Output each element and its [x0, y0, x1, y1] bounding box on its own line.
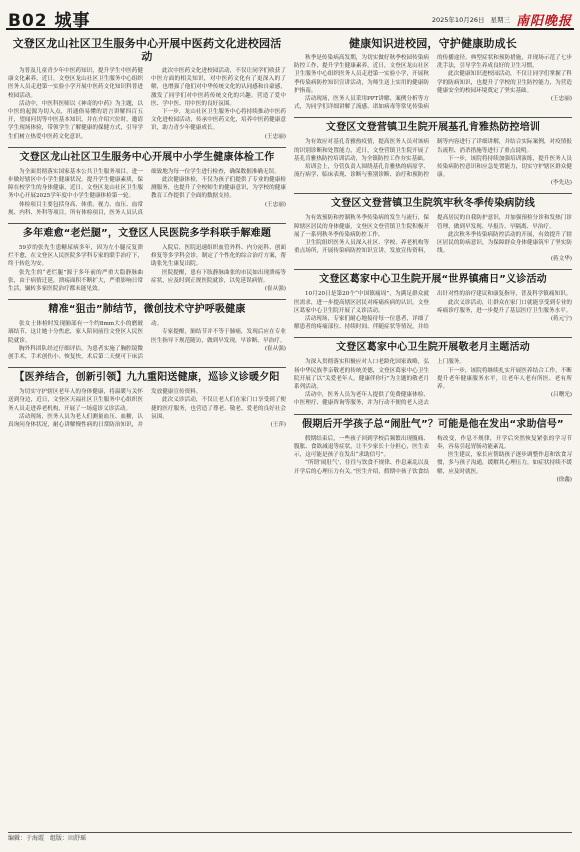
article-paragraph: 此次义诊活动，不仅让老人们在家门口享受到了便捷的医疗服务，也营造了尊老、敬老、爱老的良好社会氛围。 [151, 397, 286, 420]
article-paragraph: 体检项目主要包括身高、体重、视力、血压、血常规、内科、外科等项目，所有体检项目，医务人员认真细致地为每一位学生进行检查，确保数据准确无误。 [8, 168, 280, 216]
article-divider [294, 414, 572, 415]
article-body [294, 435, 572, 484]
article-paragraph: 医院提醒，患有下肢静脉曲张的市民如出现溃疡等症状，应及时到正规医院就诊，以免延误病情。 [151, 269, 286, 284]
article-body [294, 290, 572, 331]
article [8, 223, 286, 293]
left-column [8, 34, 286, 828]
article-body [8, 168, 286, 217]
article-byline: (徐鑫) [556, 476, 572, 483]
section-title [8, 6, 91, 31]
article-paragraph: 入院后，医院迅速组织血管外科、内分泌科、创面修复等多学科会诊，制定了个性化的综合治疗方案，帮助张先生康复出院。 [151, 245, 286, 268]
newspaper-logo: 南阳晚报 [515, 14, 572, 29]
article-paragraph: 胸外科团队经过仔细评估，为患者实施了胸腔镜微创手术，手术创伤小、恢复快，术后第二天便可下床活动。 [8, 321, 163, 361]
article [294, 414, 572, 484]
article-paragraph: 59岁的张先生患糖尿病多年，因为左小腿反复溃烂不愈，在文登区人民医院多学科专家的联手治疗下，终于转危为安。 [8, 245, 143, 268]
article [8, 299, 286, 361]
masthead-meta [432, 10, 572, 29]
section-code: B02 [8, 11, 48, 31]
article [294, 337, 572, 407]
article-paragraph: 为全面贯彻落实国家基本公共卫生服务项目，进一步做好辖区中小学生健康状况，提升学生健康素质，保障在校学生的身体健康，近日，文登区龙山社区卫生服务中心开展2025学年度中小学生健康体检第一轮。 [8, 168, 143, 200]
article-divider [8, 367, 286, 368]
article-paragraph: 下一步，该院将继续扎实开展医养结合工作，不断提升老年健康服务水平，让老年人老有所医、老有所养。 [437, 367, 572, 391]
article-paragraph: 为普及儿童青少年中医药知识，提升学生中医药健康文化素养，近日，文登区龙山社区卫生服务中心组织医务人员走进第一实验小学开展中医药文化知识科普进校园活动。 [8, 68, 143, 99]
article-body [8, 320, 286, 361]
article-paragraph: 活动现场，专家们耐心地接待每一位患者，详细了解患者的疼痛部位、持续时间、伴随症状等情况，并给出针对性的治疗建议和康复指导，普及科学镇痛知识。 [294, 291, 572, 331]
article-divider [294, 193, 572, 194]
article-paragraph: 此次健康知识进校园活动，不仅让同学们掌握了科学的防病知识，也提升了学校的卫生防控能力，为营造健康安全的校园环境奠定了坚实基础。 [437, 71, 572, 94]
article [294, 117, 572, 187]
article-body [294, 214, 572, 263]
article-body [294, 358, 572, 407]
section-name: 城事 [54, 11, 91, 31]
article-headline: 健康知识进校园，守护健康助成长 [349, 37, 517, 50]
article-paragraph: 此次健康体检，不仅为孩子们提供了专业的健康检测服务，也提升了全校师生的健康意识，为学校的健康教育工作提供了全面的数据支持。 [151, 177, 286, 200]
article-paragraph: 活动现场，医务人员采用PPT讲解、案例分析等方式，为同学们详细讲解了流感、诺如病毒等常见传染病的传播途径、典型症状和预防措施，并现场示范了七步洗手法，引导学生养成良好的卫生习惯。 [294, 55, 572, 111]
article-byline: (崔从强) [264, 286, 286, 293]
article-divider [294, 117, 572, 118]
article-divider [8, 299, 286, 300]
article-paragraph: 医生建议，家长应帮助孩子逐步调整作息和饮食习惯，多与孩子沟通，缓解其心理压力，如症状持续不缓解，应及时就医。 [437, 452, 572, 475]
article-paragraph: 为切实守护辖区老年人的身体健康，将温暖与关怀送到身边，近日，文登区天福社区卫生服务中心组织医务人员走进养老机构，开展了一场巡诊义诊活动。 [8, 389, 143, 412]
article-headline: 文登区文登营镇卫生院筑牢秋冬季传染病防线 [331, 198, 535, 210]
article-divider [8, 147, 286, 148]
article-divider [294, 337, 572, 338]
article-byline: (吕曙光) [550, 392, 572, 399]
article-headline: 【医养结合，创新引领】九九重阳送健康，巡诊义诊暖夕阳 [14, 372, 280, 384]
article-body [8, 67, 286, 141]
article [294, 37, 572, 111]
article [294, 193, 572, 263]
article-paragraph: 假期结束后，一些孩子回到学校后频繁出现腹痛、腹胀、食欲减退等症状，让不少家长十分担心，医生表示，这可能是孩子在发出“求助信号”。 [294, 435, 429, 459]
article [8, 147, 286, 217]
article-byline: (王萍) [270, 422, 286, 429]
article-body [8, 388, 286, 429]
masthead [6, 4, 574, 30]
article-paragraph: 为深入贯彻落实积极应对人口老龄化国家战略，弘扬中华民族孝亲敬老的传统美德，文登区葛家中心卫生院开展了以“关爱老年人，健康伴你行”为主题的敬老月系列活动。 [294, 359, 429, 391]
article-paragraph: 活动中，医务人员为老年人提供了免费健康体检、中医理疗、健康咨询等服务，并为行动不便的老人送去上门服务。 [294, 359, 465, 407]
article-byline: (李先达) [550, 180, 572, 187]
article-headline: 文登区葛家中心卫生院开展敬老月主题活动 [336, 342, 530, 354]
article-body [8, 244, 286, 293]
article-paragraph: 卫生院组织医务人员深入社区、学校、养老机构等重点场所，开展传染病防控知识宣讲，发放宣传资料，提高居民的自我防护意识，并加强预检分诊和发热门诊管理，做到早发现、早报告、早隔离、早治疗。 [294, 215, 572, 255]
editor-credits: 编辑：于海霞 组版：田舒瑶 [8, 835, 87, 842]
article [294, 269, 572, 331]
article-divider [8, 223, 286, 224]
article-paragraph: 活动中，中医科医师以《神奇的中药》为主题，以中医的起源为切入点，用通俗易懂的语言讲解四百五开，望闻问切等中医基本知识，并在介绍穴位时，邀请学生现场体验，带领学生了解健康的保健方式，引导学生们树立热爱中医药文化意识。 [8, 100, 143, 140]
article-paragraph: 下一步，该院将持续加强培训演练，提升医务人员传染病防控意识和应急处置能力，切实守护辖区群众健康。 [437, 155, 572, 179]
article-headline: 精准“狙击”肺结节，微创技术守护呼吸健康 [48, 304, 246, 316]
article-paragraph: 培训会上，分管负责人围绕基孔肯雅热的病原学、流行病学、临床表现、诊断与鉴别诊断、治疗和预防控制等内容进行了详细讲解，并结合实际案例，对疫情报告流程、消杀措施等进行了重点说明。 [294, 139, 572, 179]
article-byline: (王忠丽) [264, 201, 286, 208]
article-headline: 文登区文登营镇卫生院开展基孔肯雅热防控培训 [325, 122, 541, 134]
article-paragraph: 活动现场，医务人员为老人们测量血压、血糖，认真询问身体状况，耐心讲解慢性病的日常防治知识，并发放健康宣传资料。 [8, 389, 202, 429]
article-paragraph: 此次义诊活动，让群众在家门口就能享受到专业的疼痛诊疗服务，进一步提升了基层医疗卫生服务水平。 [437, 299, 572, 314]
article-paragraph: 下一步，龙山社区卫生服务中心将持续推动中医药文化进校园活动，传承中医药文化，培养中医药健康意识，助力青少年健康成长。 [151, 109, 286, 132]
article [8, 37, 286, 141]
article-paragraph: 秋季是传染病高发期，为切实做好秋季校园传染病防控工作，提升学生健康素养，近日，文登区龙山社区卫生服务中心组织医务人员走进第一实验小学，开展秋季传染病防控知识宣讲活动，为师生送上实用的健康防护指南。 [294, 55, 429, 94]
article-byline: (王忠丽) [264, 133, 286, 140]
article-paragraph: 张先生的“老烂腿”源于多年前的严重大隐静脉曲张，由于病情迁延，溃疡面积不断扩大，严重影响日常生活，辗转多家医院治疗都未能见效。 [8, 269, 143, 293]
article-byline: (崔从强) [264, 345, 286, 352]
article-divider [294, 269, 572, 270]
article-byline: (王忠丽) [550, 96, 572, 103]
article-paragraph: 为有效预防和控制秋冬季传染病的发生与流行，保障辖区居民的身体健康，文登区文登营镇卫生院积极开展了一系列秋冬季传染病防控工作。 [294, 215, 429, 238]
article-headline: 文登区龙山社区卫生服务中心开展中医药文化进校园活动 [12, 37, 282, 63]
article-paragraph: 10月20日是第20个“中国镇痛周”，为满足群众就医需求，进一步提高辖区居民对疼痛疾病的认识，文登区葛家中心卫生院开展了义诊活动。 [294, 291, 429, 314]
issue-date: 2025年10月26日 [431, 16, 485, 24]
page-footer [8, 832, 572, 846]
article-paragraph: 张女士体检时发现肺部有一个约8mm大小的磨玻璃结节，这让她十分焦虑，家人陪同前往文登区人民医院就诊。 [8, 321, 143, 344]
article-paragraph: 为有效应对基孔肯雅热疫情，提高医务人员对该病的识别诊断和处置能力，近日，文登营镇卫生院开展了基孔肯雅热防控培训活动，为全镇防控工作夯实基础。 [294, 139, 429, 162]
article-headline: 文登区龙山社区卫生服务中心开展中小学生健康体检工作 [19, 151, 275, 163]
article-paragraph: 此次秋冬季传染病防控活动的开展，有效提升了辖区居民的防病意识，为保障群众身体健康筑牢了坚实防线。 [437, 231, 572, 255]
article [8, 367, 286, 429]
article-paragraph: “所谓‘闹肚气’，往往与饮食不规律、作息紊乱以及开学后的心理压力有关。”医生介绍，假期中孩子饮食结构改变，作息不规律，开学后突然恢复紧张的学习节奏，容易引起胃肠功能紊乱。 [294, 435, 572, 475]
article-body [294, 138, 572, 187]
article-byline: (蒋文华) [550, 256, 572, 263]
article-body [294, 54, 572, 111]
right-column [294, 34, 572, 828]
article-headline: 假期后开学孩子总“闹肚气”？可能是他在发出“求助信号” [302, 418, 564, 430]
article-headline: 文登区葛家中心卫生院开展“世界镇痛日”义诊活动 [319, 274, 547, 286]
article-byline: (蒋元宁) [550, 316, 572, 323]
issue-weekday: 星期三 [490, 16, 510, 24]
article-paragraph: 专家提醒，肺结节并不等于肺癌，发现后应在专业医生指导下规范随访，做到早发现、早诊断、早治疗。 [151, 329, 286, 344]
article-headline: 多年难愈“老烂腿”，文登区人民医院多学科联手解难题 [22, 228, 272, 240]
article-paragraph: 此次中医药文化进校园活动，不仅让同学们收获了中医方面的相关知识，对中医药文化有了更深入的了解，也增强了他们对中华传统文化的认同感和自豪感，激发了同学们对中医药传统文化的兴趣。营造了爱中医、学中医、用中医的良好氛围。 [151, 68, 286, 107]
